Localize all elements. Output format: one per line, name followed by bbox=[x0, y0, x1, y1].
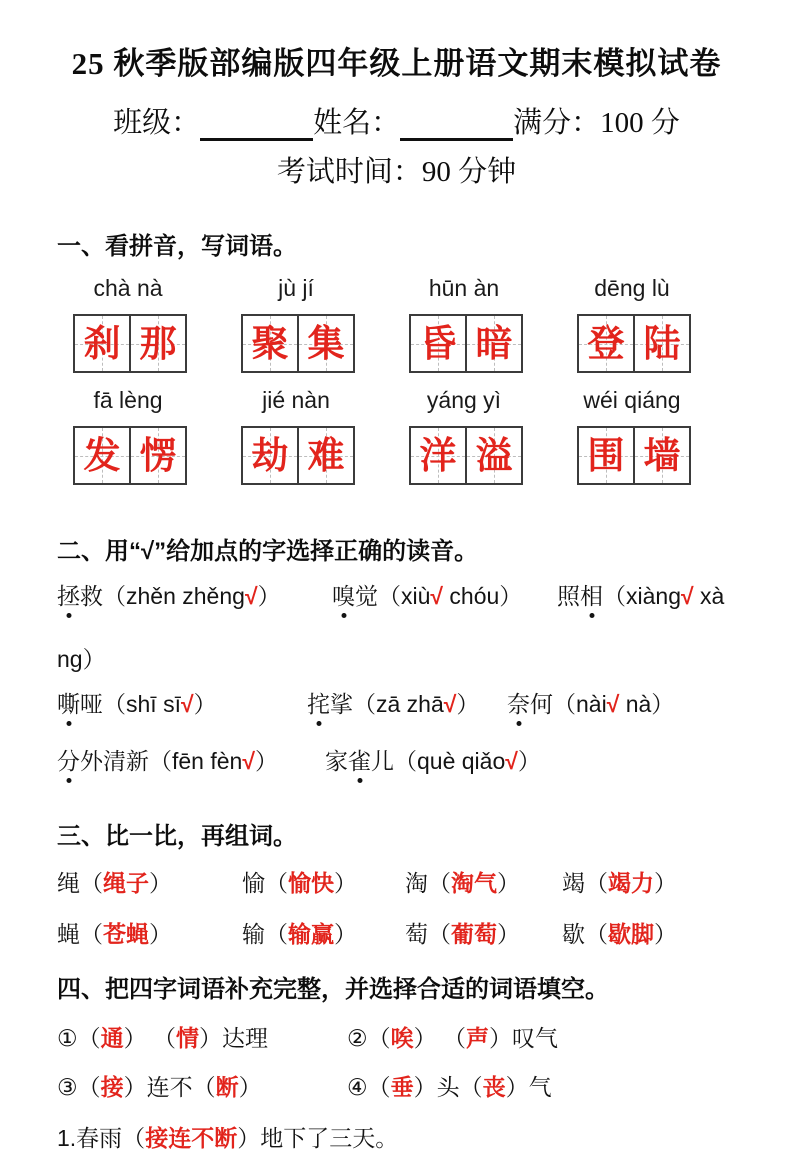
section-2-pronunciation bbox=[57, 531, 736, 776]
pronunciation-item bbox=[57, 686, 307, 719]
grid-cell bbox=[411, 428, 465, 483]
grid-cell bbox=[411, 316, 465, 371]
grid-cell bbox=[75, 316, 129, 371]
text-run: 歇（ bbox=[562, 921, 608, 948]
grid-cell bbox=[579, 316, 633, 371]
answer-grid-box bbox=[409, 314, 523, 373]
dotted-emphasis-char: 嗅 bbox=[332, 583, 355, 610]
idiom-item bbox=[347, 1020, 736, 1053]
word-pair bbox=[57, 916, 242, 949]
pronunciation-line-1-wrap bbox=[57, 641, 736, 674]
section-2-heading: 二、用“√”给加点的字选择正确的读音。 bbox=[57, 538, 479, 566]
name-blank-field[interactable] bbox=[400, 106, 513, 141]
pronunciation-item bbox=[557, 578, 724, 611]
text-run: nà） bbox=[619, 691, 675, 718]
text-run: chóu） bbox=[443, 583, 523, 610]
grid-cell bbox=[75, 428, 129, 483]
pronunciation-item bbox=[325, 743, 541, 776]
answer-char: 洋 bbox=[419, 435, 457, 477]
dotted-emphasis-char: 雀 bbox=[348, 748, 371, 775]
answer-grid-box bbox=[241, 314, 355, 373]
text-run: 觉（xiù bbox=[355, 583, 431, 610]
pinyin-box-row-1 bbox=[73, 275, 736, 373]
text-run: ）气 bbox=[505, 1074, 552, 1101]
answer-grid-box bbox=[409, 426, 523, 485]
text-run: ） bbox=[456, 691, 480, 718]
text-run: ） bbox=[254, 748, 278, 775]
answer-red-text: 愉快 bbox=[288, 870, 334, 897]
answer-char: 劫 bbox=[251, 435, 289, 477]
class-label: 班级： bbox=[113, 107, 201, 140]
text-run: ③（ bbox=[57, 1074, 101, 1101]
pinyin-label: jù jí bbox=[278, 275, 314, 302]
answer-red-text: 接连不断 bbox=[145, 1125, 238, 1152]
text-run: ） bbox=[497, 921, 520, 948]
answer-red-text: √ bbox=[242, 748, 255, 775]
idiom-item bbox=[57, 1069, 347, 1102]
pinyin-word-item bbox=[241, 387, 351, 485]
answer-char: 墙 bbox=[643, 435, 681, 477]
word-building-row-1 bbox=[57, 865, 736, 898]
answer-char: 陆 bbox=[643, 323, 681, 365]
section-1-pinyin-words bbox=[57, 226, 736, 485]
text-run: 挲（zā zhā bbox=[330, 691, 444, 718]
class-blank-field[interactable] bbox=[200, 106, 313, 141]
text-run: 外清新（fēn fèn bbox=[80, 748, 243, 775]
name-label: 姓名： bbox=[313, 107, 401, 140]
pinyin-word-item bbox=[73, 275, 183, 373]
idiom-row-1 bbox=[57, 1020, 736, 1053]
answer-char: 登 bbox=[587, 323, 625, 365]
dotted-emphasis-char: 拯 bbox=[57, 583, 80, 610]
grid-cell bbox=[297, 428, 353, 483]
pronunciation-item bbox=[507, 686, 674, 719]
text-run: 竭（ bbox=[562, 870, 608, 897]
text-run: ） bbox=[654, 870, 677, 897]
answer-char: 难 bbox=[307, 435, 345, 477]
text-run: ④（ bbox=[347, 1074, 391, 1101]
text-run: ①（ bbox=[57, 1025, 101, 1052]
word-pair bbox=[242, 865, 405, 898]
text-run: ） bbox=[257, 583, 281, 610]
answer-char: 发 bbox=[83, 435, 121, 477]
grid-cell bbox=[465, 428, 521, 483]
full-score-label: 满分：100 分 bbox=[513, 107, 680, 140]
text-run: ） bbox=[334, 921, 357, 948]
text-run: 哑（shī sī bbox=[80, 691, 181, 718]
text-run: ） bbox=[497, 870, 520, 897]
section-3-heading: 三、比一比，再组词。 bbox=[57, 823, 297, 851]
text-run: xà bbox=[693, 583, 725, 610]
answer-red-text: 断 bbox=[215, 1074, 239, 1101]
text-run: 绳（ bbox=[57, 870, 103, 897]
text-run: 萄（ bbox=[405, 921, 451, 948]
answer-red-text: 竭力 bbox=[608, 870, 654, 897]
word-pair bbox=[405, 916, 562, 949]
dotted-emphasis-char: 分 bbox=[57, 748, 80, 775]
grid-cell bbox=[129, 428, 185, 483]
answer-red-text: 情 bbox=[176, 1025, 200, 1052]
answer-red-text: 绳子 bbox=[103, 870, 149, 897]
answer-red-text: √ bbox=[430, 583, 444, 610]
text-run: （xiàng bbox=[603, 583, 681, 610]
text-run: ） bbox=[334, 870, 357, 897]
text-run: ） bbox=[517, 748, 541, 775]
pinyin-label: fā lèng bbox=[93, 387, 163, 414]
grid-cell bbox=[465, 316, 521, 371]
answer-grid-box bbox=[241, 426, 355, 485]
exam-time-label: 考试时间：90 分钟 bbox=[276, 156, 517, 189]
pronunciation-item bbox=[57, 743, 325, 776]
pinyin-label: dēng lù bbox=[594, 275, 670, 302]
dotted-emphasis-char: 奈 bbox=[507, 691, 530, 718]
grid-cell bbox=[243, 428, 297, 483]
answer-grid-box bbox=[577, 314, 691, 373]
answer-char: 集 bbox=[307, 323, 345, 365]
section-3-word-building bbox=[57, 816, 736, 949]
text-run: ng） bbox=[57, 646, 106, 673]
word-pair bbox=[57, 865, 242, 898]
grid-cell bbox=[579, 428, 633, 483]
answer-red-text: √ bbox=[180, 691, 194, 718]
answer-red-text: 通 bbox=[100, 1025, 124, 1052]
answer-red-text: √ bbox=[505, 748, 518, 775]
text-run: ②（ bbox=[347, 1025, 391, 1052]
section-4-heading: 四、把四字词语补充完整，并选择合适的词语填空。 bbox=[57, 976, 609, 1004]
pronunciation-line-3 bbox=[57, 743, 736, 776]
answer-grid-box bbox=[577, 426, 691, 485]
pinyin-label: jié nàn bbox=[262, 387, 330, 414]
text-run: 家 bbox=[325, 748, 348, 775]
text-run: ）连不（ bbox=[123, 1074, 216, 1101]
idiom-item bbox=[57, 1020, 347, 1053]
text-run: 淘（ bbox=[405, 870, 451, 897]
text-run: ） （ bbox=[413, 1025, 467, 1052]
dotted-emphasis-char: 相 bbox=[580, 583, 603, 610]
text-run: ）地下了三天。 bbox=[237, 1125, 399, 1152]
answer-red-text: 丧 bbox=[482, 1074, 506, 1101]
answer-char: 那 bbox=[139, 323, 177, 365]
pronunciation-line-1 bbox=[57, 578, 736, 611]
answer-red-text: 葡萄 bbox=[451, 921, 497, 948]
text-run: ） bbox=[149, 921, 172, 948]
dotted-emphasis-char: 嘶 bbox=[57, 691, 80, 718]
answer-char: 暗 bbox=[475, 323, 513, 365]
text-run: 1.春雨（ bbox=[57, 1125, 146, 1152]
text-run: ） bbox=[149, 870, 172, 897]
text-run: 何（nài bbox=[530, 691, 607, 718]
answer-red-text: √ bbox=[606, 691, 620, 718]
answer-red-text: 声 bbox=[466, 1025, 490, 1052]
pinyin-word-item bbox=[73, 387, 183, 485]
grid-cell bbox=[129, 316, 185, 371]
pinyin-word-item bbox=[409, 387, 519, 485]
text-run: 儿（què qiǎo bbox=[371, 748, 506, 775]
answer-red-text: 接 bbox=[100, 1074, 124, 1101]
text-run: ） bbox=[193, 691, 217, 718]
word-building-row-2 bbox=[57, 916, 736, 949]
text-run: ） （ bbox=[123, 1025, 177, 1052]
answer-char: 刹 bbox=[83, 323, 121, 365]
text-run: 照 bbox=[557, 583, 580, 610]
word-pair bbox=[562, 916, 736, 949]
grid-cell bbox=[633, 316, 689, 371]
dotted-emphasis-char: 挓 bbox=[307, 691, 330, 718]
answer-red-text: 淘气 bbox=[451, 870, 497, 897]
answer-red-text: √ bbox=[680, 583, 694, 610]
text-run: ） bbox=[654, 921, 677, 948]
answer-red-text: √ bbox=[244, 583, 258, 610]
text-run: ）叹气 bbox=[489, 1025, 559, 1052]
answer-grid-box bbox=[73, 426, 187, 485]
pronunciation-item bbox=[307, 686, 507, 719]
idiom-item bbox=[347, 1069, 736, 1102]
pinyin-box-row-2 bbox=[73, 387, 736, 485]
idiom-row-2 bbox=[57, 1069, 736, 1102]
text-run: ）头（ bbox=[413, 1074, 483, 1101]
pronunciation-item bbox=[57, 578, 332, 611]
text-run: 愉（ bbox=[242, 870, 288, 897]
answer-char: 昏 bbox=[419, 323, 457, 365]
grid-cell bbox=[243, 316, 297, 371]
answer-red-text: 输赢 bbox=[288, 921, 334, 948]
pinyin-word-item bbox=[409, 275, 519, 373]
answer-red-text: 歇脚 bbox=[608, 921, 654, 948]
pinyin-label: wéi qiáng bbox=[583, 387, 681, 414]
grid-cell bbox=[633, 428, 689, 483]
text-run: 输（ bbox=[242, 921, 288, 948]
pronunciation-line-2 bbox=[57, 686, 736, 719]
pinyin-label: hūn àn bbox=[428, 275, 500, 302]
text-run: 救（zhěn zhěng bbox=[80, 583, 245, 610]
header-info-line bbox=[57, 100, 736, 141]
pinyin-word-item bbox=[241, 275, 351, 373]
pinyin-word-item bbox=[577, 275, 687, 373]
text-run: ） bbox=[238, 1074, 262, 1101]
section-4-idiom-completion bbox=[57, 969, 736, 1153]
word-pair bbox=[405, 865, 562, 898]
section-1-heading: 一、看拼音，写词语。 bbox=[57, 233, 297, 261]
pinyin-word-item bbox=[577, 387, 687, 485]
grid-cell bbox=[297, 316, 353, 371]
word-pair bbox=[242, 916, 405, 949]
answer-red-text: 垂 bbox=[390, 1074, 414, 1101]
answer-char: 聚 bbox=[251, 323, 289, 365]
text-run: ）达理 bbox=[199, 1025, 269, 1052]
answer-red-text: 唉 bbox=[390, 1025, 414, 1052]
answer-char: 围 bbox=[587, 435, 625, 477]
text-run: 蝇（ bbox=[57, 921, 103, 948]
answer-red-text: √ bbox=[443, 691, 457, 718]
answer-grid-box bbox=[73, 314, 187, 373]
fill-in-sentence-1 bbox=[57, 1120, 736, 1153]
word-pair bbox=[562, 865, 736, 898]
answer-char: 溢 bbox=[475, 435, 513, 477]
answer-red-text: 苍蝇 bbox=[103, 921, 149, 948]
pinyin-label: chà nà bbox=[93, 275, 163, 302]
pinyin-label: yáng yì bbox=[426, 387, 502, 414]
exam-title: 25 秋季版部编版四年级上册语文期末模拟试卷 bbox=[71, 46, 722, 81]
answer-char: 愣 bbox=[139, 435, 177, 477]
pronunciation-item bbox=[332, 578, 557, 611]
